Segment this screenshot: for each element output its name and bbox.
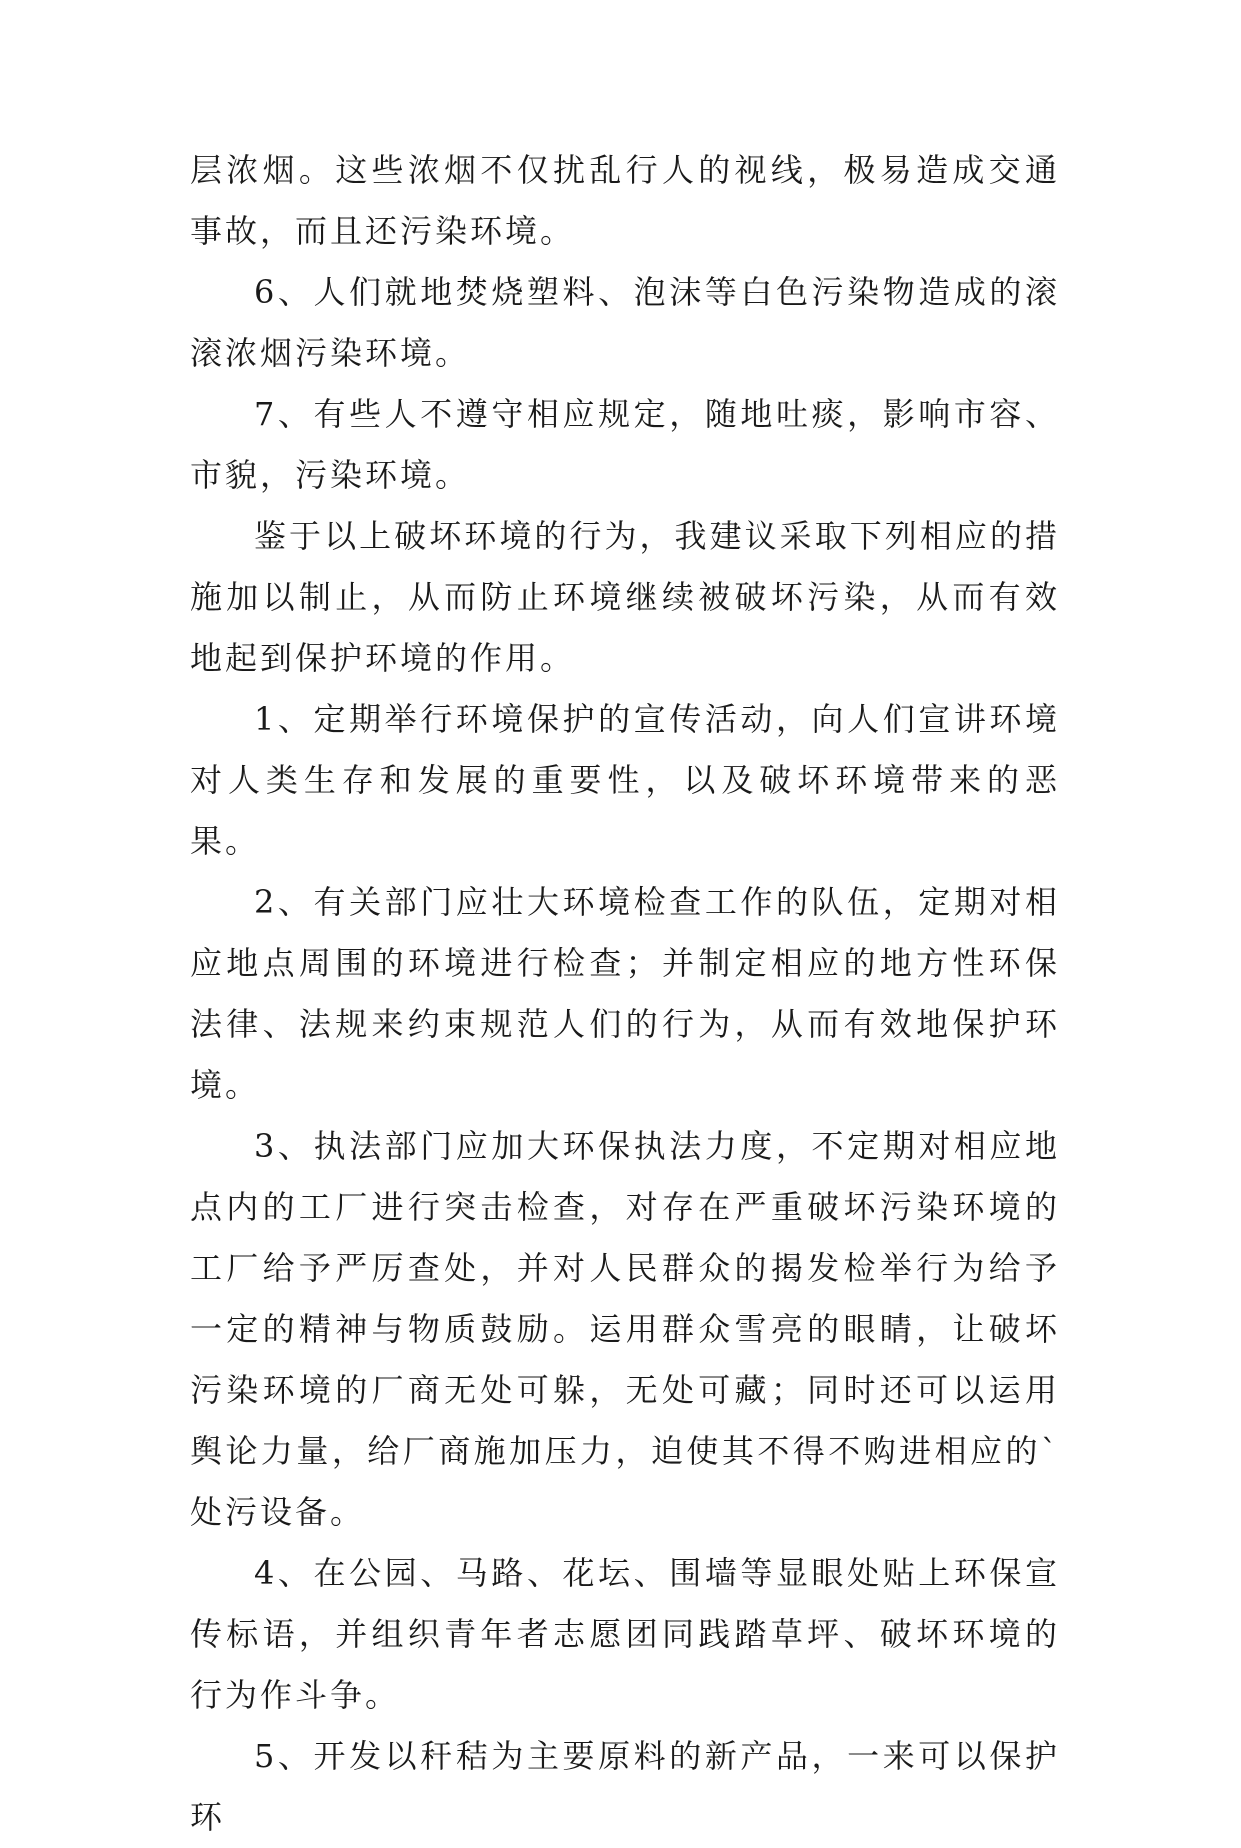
- paragraph-3: 7、有些人不遵守相应规定，随地吐痰，影响市容、市貌，污染环境。: [190, 395, 1060, 494]
- paragraph-6: 2、有关部门应壮大环境检查工作的队伍，定期对相应地点周围的环境进行检查；并制定相应的地方性环保法律、法规来约束规范人们的行为，从而有效地保护环境。: [190, 883, 1060, 1104]
- paragraph-1: 层浓烟。这些浓烟不仅扰乱行人的视线，极易造成交通事故，而且还污染环境。: [190, 151, 1060, 250]
- document-body: [190, 140, 1060, 1848]
- paragraph-5: 1、定期举行环境保护的宣传活动，向人们宣讲环境对人类生存和发展的重要性，以及破坏环境带来的恶果。: [190, 700, 1060, 860]
- paragraph-2: 6、人们就地焚烧塑料、泡沫等白色污染物造成的滚滚浓烟污染环境。: [190, 273, 1060, 372]
- paragraph-9: 5、开发以秆秸为主要原料的新产品，一来可以保护环: [190, 1737, 1060, 1836]
- paragraph-8: 4、在公园、马路、花坛、围墙等显眼处贴上环保宣传标语，并组织青年者志愿团同践踏草坪、破坏环境的行为作斗争。: [190, 1554, 1060, 1714]
- paragraph-7: 3、执法部门应加大环保执法力度，不定期对相应地点内的工厂进行突击检查，对存在严重破坏污染环境的工厂给予严厉查处，并对人民群众的揭发检举行为给予一定的精神与物质鼓励。运用群众雪亮的眼睛，让破坏污染环境的厂商无处可躲，无处可藏；同时还可以运用舆论力量，给厂商施加压力，迫使其不得不购进相应的`处污设备。: [190, 1127, 1060, 1531]
- paragraph-4: 鉴于以上破坏环境的行为，我建议采取下列相应的措施加以制止，从而防止环境继续被破坏污染，从而有效地起到保护环境的作用。: [190, 517, 1060, 677]
